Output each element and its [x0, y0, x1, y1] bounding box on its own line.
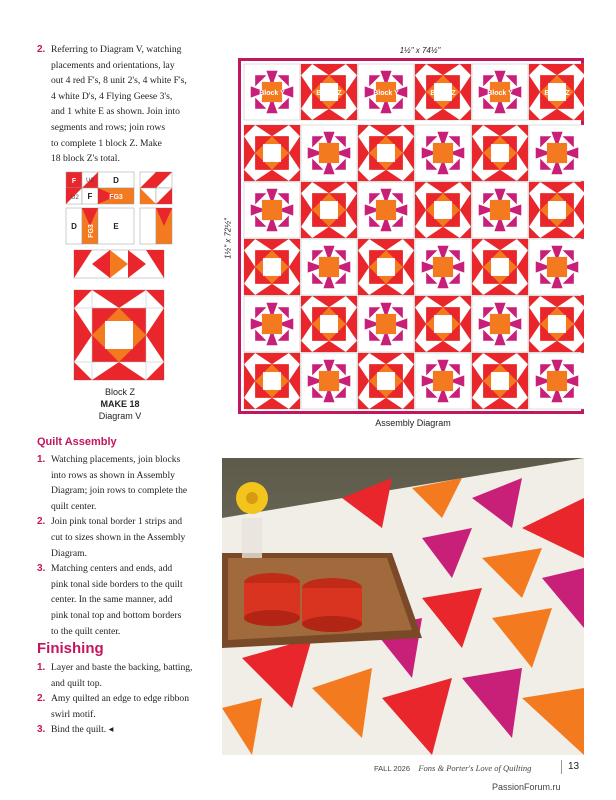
- fin-step-line: Bind the quilt. ◂: [51, 724, 114, 736]
- step-2-line: 4 white D's, 4 Flying Geese 3's,: [51, 90, 173, 102]
- fin-step-2-number: 2.: [37, 693, 46, 705]
- block-z: [244, 239, 300, 295]
- page-number: 13: [568, 761, 580, 772]
- block-z: [358, 239, 414, 295]
- step-2-line: Referring to Diagram V, watching: [51, 44, 182, 55]
- fin-step-line: and quilt top.: [51, 677, 102, 689]
- footer-season: FALL 2026: [374, 764, 411, 773]
- label-fg3: FG3: [88, 224, 95, 238]
- label-u2: U2: [86, 178, 94, 184]
- side-border-dimension: 1½" x 72½": [223, 218, 233, 259]
- qa-step-line: Matching centers and ends, add: [51, 563, 173, 575]
- block-z: [472, 125, 528, 181]
- diagram-caption-title: Diagram V: [98, 411, 142, 421]
- block-z: [244, 125, 300, 181]
- block-label: Block Z: [316, 90, 342, 97]
- qa-step-line: quilt center.: [51, 500, 97, 512]
- fin-step-1-number: 1.: [37, 662, 46, 673]
- label-f-white: F: [87, 192, 93, 201]
- block-y: [301, 353, 357, 409]
- block-label: Block Y: [259, 90, 285, 97]
- block-z: [472, 239, 528, 295]
- step-2-line: and 1 white E as shown. Join into: [51, 106, 180, 118]
- label-d: D: [71, 222, 77, 231]
- qa-step-3-number: 3.: [37, 563, 46, 575]
- block-label: Block Z: [544, 90, 570, 97]
- block-label: Block Y: [373, 90, 399, 97]
- block-z: [244, 353, 300, 409]
- qa-step-line: Diagram.: [51, 547, 87, 559]
- block-y: [529, 125, 584, 181]
- step-2-line: out 4 red F's, 8 unit 2's, 4 white F's,: [51, 75, 187, 87]
- block-y: [301, 125, 357, 181]
- finishing-heading: Finishing: [37, 640, 104, 657]
- block-z: [415, 182, 471, 238]
- step-2-line: 18 block Z's total.: [51, 153, 120, 165]
- block-y: [244, 182, 300, 238]
- quilt-photo: [222, 458, 584, 755]
- qa-step-line: pink tonal side borders to the quilt: [51, 578, 183, 590]
- block-y: [472, 296, 528, 352]
- block-y: [358, 296, 414, 352]
- block-z: [529, 182, 584, 238]
- fin-step-line: Amy quilted an edge to edge ribbon: [51, 693, 190, 705]
- block-label: Block Z: [430, 90, 456, 97]
- block-y: [529, 353, 584, 409]
- step-2-line: to complete 1 block Z. Make: [51, 137, 162, 149]
- label-u2: U2: [71, 195, 79, 201]
- block-y: [358, 182, 414, 238]
- block-z: [358, 125, 414, 181]
- assembly-caption: Assembly Diagram: [375, 418, 451, 428]
- qa-step-line: Join pink tonal border 1 strips and: [51, 516, 183, 528]
- step-2-line: placements and orientations, lay: [51, 59, 175, 71]
- block-z-finished: [74, 290, 164, 380]
- diagram-caption-block: Block Z: [104, 387, 135, 397]
- finishing-steps: [37, 660, 217, 738]
- block-z: [529, 296, 584, 352]
- block-y: [529, 239, 584, 295]
- fin-step-line: Layer and baste the backing, batting,: [51, 662, 193, 673]
- block-y: [301, 239, 357, 295]
- fin-step-line: swirl motif.: [51, 708, 96, 720]
- block-z: [415, 296, 471, 352]
- label-d: D: [113, 176, 119, 185]
- block-z: [301, 182, 357, 238]
- diagram-caption-make: MAKE 18: [100, 399, 140, 409]
- step-2-line: segments and rows; join rows: [51, 121, 166, 133]
- step-2-number: 2.: [37, 44, 46, 55]
- qa-step-line: into rows as shown in Assembly: [51, 469, 175, 481]
- qa-step-1-number: 1.: [37, 454, 46, 465]
- footer-magazine: Fons & Porter's Love of Quilting: [418, 763, 532, 773]
- block-y: [472, 182, 528, 238]
- block-z: [358, 353, 414, 409]
- block-z: [472, 353, 528, 409]
- fin-step-3-number: 3.: [37, 724, 46, 736]
- block-z: [301, 296, 357, 352]
- top-border-dimension: 1½" x 74½": [399, 46, 441, 55]
- label-f-red: F: [71, 178, 77, 185]
- quilt-assembly-heading: Quilt Assembly: [37, 436, 117, 448]
- qa-step-2-number: 2.: [37, 516, 46, 528]
- qa-step-line: cut to sizes shown in the Assembly: [51, 531, 186, 543]
- block-y: [415, 239, 471, 295]
- qa-step-line: Diagram; join rows to complete the: [51, 485, 188, 497]
- qa-step-line: to the quilt center.: [51, 625, 121, 637]
- label-fg3: FG3: [109, 194, 123, 201]
- block-y: [415, 125, 471, 181]
- quilt-assembly-steps: [37, 452, 217, 639]
- qa-step-line: center. In the same manner, add: [51, 594, 173, 606]
- assembly-diagram: [238, 58, 584, 414]
- block-label: Block Y: [487, 90, 513, 97]
- block-y: [244, 296, 300, 352]
- label-e: E: [113, 222, 119, 231]
- qa-step-line: pink tonal top and bottom borders: [51, 609, 182, 621]
- diagram-v: [60, 168, 180, 398]
- watermark: PassionForum.ru: [492, 782, 561, 792]
- block-y: [415, 353, 471, 409]
- qa-step-line: Watching placements, join blocks: [51, 454, 181, 465]
